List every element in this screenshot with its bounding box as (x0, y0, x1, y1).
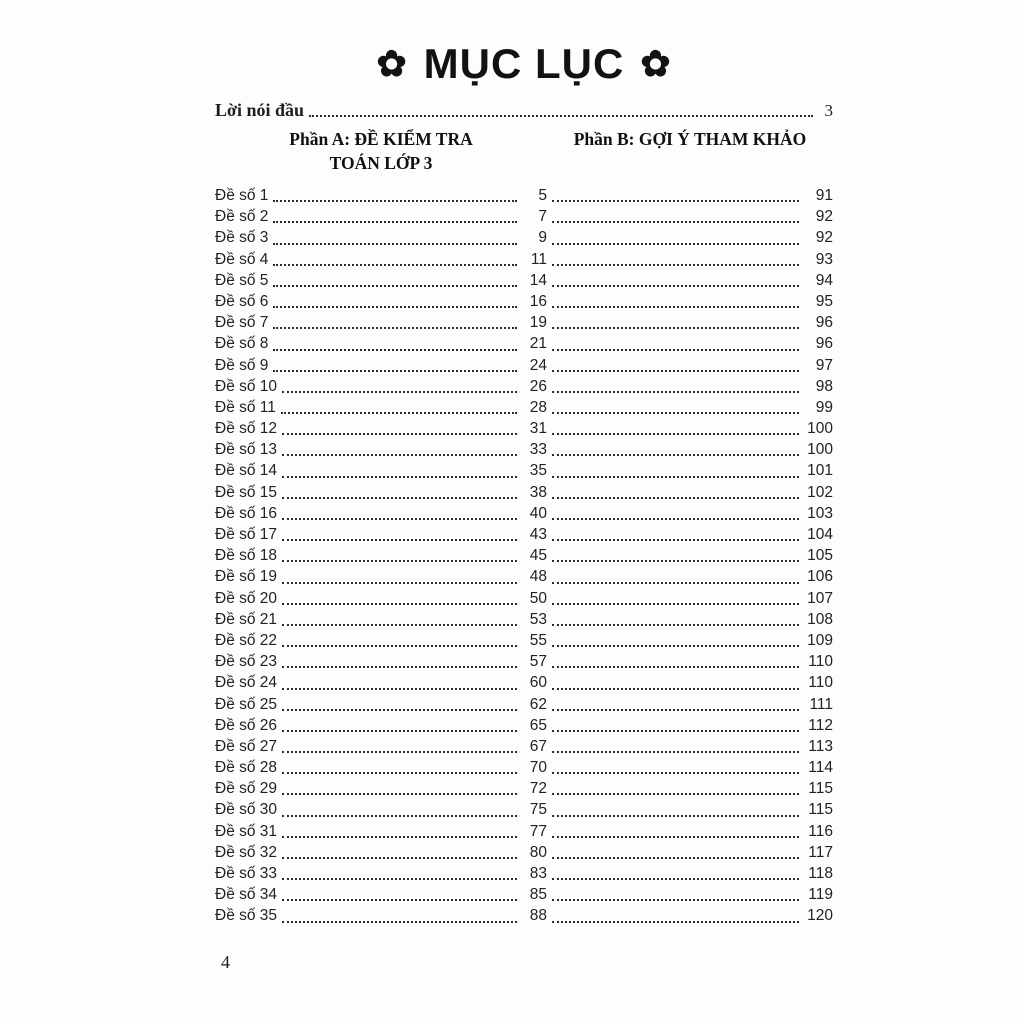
toc-row-part-a (215, 736, 547, 757)
entry-page-a: 83 (529, 865, 547, 882)
toc-row-part-b (547, 672, 833, 693)
toc-row (215, 799, 833, 820)
toc-row-part-b (547, 694, 833, 715)
entry-label: Đề số 30 (215, 801, 278, 819)
entry-page-b: 120 (807, 907, 833, 925)
entry-label: Đề số 2 (215, 208, 269, 226)
entry-label: Đề số 13 (215, 441, 278, 459)
entry-page-b: 115 (808, 780, 833, 798)
dot-leader (282, 857, 517, 859)
toc-row (215, 418, 833, 439)
entry-label: Đề số 6 (215, 292, 269, 310)
toc-row-part-b (547, 376, 833, 397)
entry-label: Đề số 15 (215, 483, 278, 501)
toc-row-part-b (547, 460, 833, 481)
entry-page-b: 102 (807, 483, 833, 501)
dot-leader (552, 200, 799, 202)
entry-page-a: 31 (529, 420, 547, 438)
entry-label: Đề số 26 (215, 716, 278, 734)
toc-row (215, 842, 833, 863)
dot-leader (282, 921, 517, 923)
dot-leader (282, 793, 517, 795)
toc-row-part-b (547, 524, 833, 545)
entry-page-b: 91 (815, 187, 833, 204)
entry-page-a: 38 (529, 483, 547, 501)
footer-page-number: 4 (221, 952, 230, 972)
dot-leader (552, 751, 799, 753)
entry-page-a: 11 (530, 250, 547, 268)
entry-page-a: 7 (538, 208, 547, 226)
dot-leader (552, 582, 799, 584)
dot-leader (273, 327, 517, 329)
intro-label: Lời nói đầu (215, 100, 305, 120)
toc-row (215, 206, 833, 227)
toc-row-part-b (547, 249, 833, 270)
dot-leader (552, 772, 799, 774)
toc-row-part-b (547, 355, 833, 376)
dot-leader (282, 539, 517, 541)
toc-row (215, 524, 833, 545)
toc-row-part-a (215, 609, 547, 630)
entry-page-b: 92 (815, 229, 833, 247)
dot-leader (552, 391, 799, 393)
dot-leader (282, 497, 517, 499)
entry-label: Đề số 20 (215, 589, 278, 607)
entry-page-a: 24 (529, 356, 547, 374)
toc-row (215, 482, 833, 503)
toc-row (215, 312, 833, 333)
toc-row (215, 397, 833, 418)
dot-leader (281, 412, 517, 414)
dot-leader (552, 349, 799, 351)
dot-leader (282, 815, 517, 817)
toc-row-part-a (215, 249, 547, 270)
toc-row-part-b (547, 821, 833, 842)
dot-leader (282, 772, 517, 774)
flower-icon-right: ✿ (640, 43, 672, 84)
toc-row-part-b (547, 651, 833, 672)
toc-row-part-a (215, 545, 547, 566)
toc-row (215, 545, 833, 566)
dot-leader (282, 624, 517, 626)
toc-row (215, 905, 833, 926)
entry-page-a: 53 (529, 610, 547, 628)
entry-page-b: 110 (808, 674, 833, 692)
toc-content (215, 0, 833, 927)
toc-row (215, 227, 833, 248)
entry-page-a: 26 (529, 377, 547, 395)
toc-row-part-a (215, 799, 547, 820)
part-b-heading: Phần B: GỢI Ý THAM KHẢO (573, 129, 807, 149)
dot-leader (552, 666, 799, 668)
entry-page-b: 104 (807, 526, 833, 543)
entry-label: Đề số 31 (215, 822, 278, 840)
entry-label: Đề số 1 (215, 187, 269, 204)
entry-page-a: 85 (529, 886, 547, 904)
dot-leader (552, 709, 799, 711)
entry-page-b: 92 (815, 208, 833, 226)
toc-row-part-b (547, 482, 833, 503)
entry-page-a: 77 (529, 822, 547, 840)
dot-leader (552, 264, 799, 266)
entry-page-a: 14 (529, 271, 547, 289)
toc-row (215, 333, 833, 354)
dot-leader (552, 243, 799, 245)
toc-row-part-b (547, 757, 833, 778)
entry-page-a: 67 (529, 737, 547, 755)
entry-page-a: 70 (529, 759, 547, 777)
entry-page-a: 28 (529, 398, 547, 416)
dot-leader (282, 391, 517, 393)
toc-row-part-a (215, 185, 547, 206)
dot-leader (273, 264, 517, 266)
entry-page-a: 50 (529, 589, 547, 607)
entry-label: Đề số 4 (215, 250, 269, 268)
toc-row-part-b (547, 842, 833, 863)
toc-row-part-b (547, 439, 833, 460)
dot-leader (552, 454, 799, 456)
toc-row-part-b (547, 291, 833, 312)
entry-page-b: 107 (807, 589, 833, 607)
toc-row (215, 439, 833, 460)
entry-page-a: 5 (538, 187, 547, 204)
dot-leader (552, 560, 799, 562)
dot-leader (282, 899, 517, 901)
toc-row-part-a (215, 566, 547, 587)
dot-leader (552, 476, 799, 478)
toc-row-part-a (215, 312, 547, 333)
toc-row-part-a (215, 439, 547, 460)
entry-page-a: 16 (529, 292, 547, 310)
dot-leader (273, 306, 517, 308)
toc-row-part-b (547, 545, 833, 566)
toc-row-part-a (215, 651, 547, 672)
entry-page-a: 88 (529, 907, 547, 925)
dot-leader (552, 603, 799, 605)
dot-leader (282, 709, 517, 711)
toc-row (215, 672, 833, 693)
dot-leader (282, 454, 517, 456)
toc-row-part-b (547, 503, 833, 524)
entry-label: Đề số 28 (215, 759, 278, 777)
toc-row-part-a (215, 694, 547, 715)
entry-page-a: 21 (529, 335, 547, 353)
toc-row-part-b (547, 609, 833, 630)
entry-page-b: 114 (808, 759, 833, 777)
dot-leader (552, 221, 799, 223)
entry-label: Đề số 16 (215, 504, 278, 522)
entry-page-b: 116 (808, 822, 833, 840)
entry-page-a: 60 (529, 674, 547, 692)
toc-row (215, 503, 833, 524)
dot-leader (552, 327, 799, 329)
entry-label: Đề số 3 (215, 229, 269, 247)
entry-page-b: 115 (808, 801, 833, 819)
entry-page-b: 97 (815, 356, 833, 374)
toc-row (215, 355, 833, 376)
dot-leader (282, 433, 517, 435)
dot-leader (552, 857, 799, 859)
toc-row (215, 270, 833, 291)
dot-leader (273, 285, 517, 287)
entry-page-a: 33 (529, 441, 547, 459)
toc-row (215, 460, 833, 481)
dot-leader (552, 497, 799, 499)
toc-row (215, 736, 833, 757)
toc-row-part-a (215, 270, 547, 291)
entry-label: Đề số 21 (215, 610, 278, 628)
toc-row (215, 185, 833, 206)
entry-label: Đề số 19 (215, 568, 278, 586)
entry-page-b: 119 (808, 886, 833, 904)
entry-page-a: 57 (529, 653, 547, 671)
entry-label: Đề số 9 (215, 356, 269, 374)
dot-leader (552, 433, 799, 435)
entry-label: Đề số 24 (215, 674, 278, 692)
entry-page-b: 96 (815, 335, 833, 353)
dot-leader (552, 899, 799, 901)
page-title (215, 40, 833, 90)
entry-label: Đề số 14 (215, 462, 278, 480)
entry-label: Đề số 35 (215, 907, 278, 925)
entry-page-b: 117 (808, 843, 833, 861)
toc-row-part-a (215, 206, 547, 227)
dot-leader (282, 518, 517, 520)
entry-label: Đề số 17 (215, 526, 278, 543)
toc-row-part-a (215, 757, 547, 778)
dot-leader (273, 370, 517, 372)
entry-label: Đề số 7 (215, 314, 269, 332)
toc-row-part-a (215, 460, 547, 481)
toc-row-part-a (215, 905, 547, 926)
dot-leader (552, 370, 799, 372)
dot-leader (282, 688, 517, 690)
entry-page-b: 111 (809, 695, 833, 713)
toc-row-part-a (215, 842, 547, 863)
toc-row-part-b (547, 863, 833, 884)
toc-row (215, 609, 833, 630)
entry-label: Đề số 34 (215, 886, 278, 904)
toc-row (215, 249, 833, 270)
dot-leader (273, 200, 517, 202)
toc-row-part-a (215, 630, 547, 651)
entry-page-b: 100 (807, 441, 833, 459)
dot-leader (282, 476, 517, 478)
toc-row-part-b (547, 397, 833, 418)
dot-leader (552, 518, 799, 520)
entry-label: Đề số 33 (215, 865, 278, 882)
toc-row (215, 778, 833, 799)
page-title-text: MỤC LỤC (423, 40, 625, 87)
dot-leader (282, 730, 517, 732)
dot-leader (282, 751, 517, 753)
entry-label: Đề số 23 (215, 653, 278, 671)
entry-label: Đề số 32 (215, 843, 278, 861)
entry-label: Đề số 27 (215, 737, 278, 755)
toc-row-part-b (547, 736, 833, 757)
dot-leader (282, 645, 517, 647)
entry-label: Đề số 10 (215, 377, 278, 395)
entry-label: Đề số 25 (215, 695, 278, 713)
entry-page-a: 45 (529, 547, 547, 565)
toc-row-part-a (215, 672, 547, 693)
dot-leader (282, 666, 517, 668)
entry-page-a: 80 (529, 843, 547, 861)
entry-page-a: 48 (529, 568, 547, 586)
entry-page-a: 62 (529, 695, 547, 713)
entry-page-b: 112 (808, 716, 833, 734)
toc-row-part-a (215, 503, 547, 524)
toc-row (215, 376, 833, 397)
dot-leader (282, 836, 517, 838)
entry-page-b: 101 (807, 462, 833, 480)
entry-label: Đề số 29 (215, 780, 278, 798)
dot-leader (552, 412, 799, 414)
entry-label: Đề số 8 (215, 335, 269, 353)
dot-leader (273, 221, 517, 223)
entry-page-b: 95 (815, 292, 833, 310)
toc-row-part-b (547, 715, 833, 736)
part-a-heading-line2: TOÁN LỚP 3 (329, 153, 433, 173)
dot-leader (282, 582, 517, 584)
dot-leader (282, 603, 517, 605)
toc-row-part-b (547, 778, 833, 799)
toc-row-part-b (547, 418, 833, 439)
entry-page-b: 105 (807, 547, 833, 565)
toc-row-part-b (547, 905, 833, 926)
toc-row-part-a (215, 291, 547, 312)
flower-icon-left: ✿ (376, 43, 408, 84)
toc-row-part-b (547, 312, 833, 333)
toc-row-part-a (215, 418, 547, 439)
dot-leader (552, 815, 799, 817)
toc-row-part-a (215, 482, 547, 503)
entry-label: Đề số 12 (215, 420, 278, 438)
entry-page-a: 72 (529, 780, 547, 798)
entry-page-b: 93 (815, 250, 833, 268)
part-a-heading-line1: Phần A: ĐỀ KIỂM TRA (289, 129, 473, 149)
toc-row (215, 821, 833, 842)
toc-row (215, 588, 833, 609)
entry-label: Đề số 22 (215, 631, 278, 649)
entry-page-b: 118 (808, 865, 833, 882)
toc-row-part-a (215, 821, 547, 842)
dot-leader (552, 836, 799, 838)
toc-row-part-b (547, 227, 833, 248)
dot-leader (273, 349, 517, 351)
toc-row (215, 715, 833, 736)
toc-row (215, 863, 833, 884)
entry-page-b: 110 (808, 653, 833, 671)
toc-row-part-b (547, 884, 833, 905)
toc-row-part-b (547, 566, 833, 587)
entry-page-b: 113 (808, 737, 833, 755)
toc-row-part-a (215, 227, 547, 248)
entry-page-b: 99 (815, 398, 833, 416)
toc-entries (215, 185, 833, 927)
toc-row (215, 630, 833, 651)
toc-row-part-a (215, 778, 547, 799)
entry-page-b: 103 (807, 504, 833, 522)
dot-leader (552, 688, 799, 690)
entry-label: Đề số 18 (215, 547, 278, 565)
entry-page-b: 96 (815, 314, 833, 332)
toc-row-part-a (215, 715, 547, 736)
entry-page-a: 65 (529, 716, 547, 734)
entry-page-b: 108 (807, 610, 833, 628)
section-headers (215, 127, 833, 175)
toc-row-part-a (215, 863, 547, 884)
dot-leader (309, 115, 813, 117)
toc-row (215, 566, 833, 587)
dot-leader (282, 560, 517, 562)
toc-row-part-a (215, 355, 547, 376)
toc-row-part-a (215, 884, 547, 905)
toc-row (215, 694, 833, 715)
entry-page-a: 43 (529, 526, 547, 543)
entry-page-b: 109 (807, 631, 833, 649)
entry-page-a: 35 (529, 462, 547, 480)
toc-row (215, 757, 833, 778)
toc-row (215, 651, 833, 672)
toc-row-part-b (547, 206, 833, 227)
dot-leader (552, 878, 799, 880)
entry-page-a: 75 (529, 801, 547, 819)
toc-row (215, 291, 833, 312)
entry-label: Đề số 11 (215, 398, 276, 416)
dot-leader (552, 306, 799, 308)
entry-page-a: 40 (529, 504, 547, 522)
dot-leader (273, 243, 517, 245)
toc-row (215, 884, 833, 905)
toc-row-part-b (547, 333, 833, 354)
intro-page-number: 3 (824, 101, 833, 120)
dot-leader (552, 285, 799, 287)
toc-row-part-a (215, 376, 547, 397)
entry-page-b: 100 (807, 420, 833, 438)
toc-row-part-b (547, 185, 833, 206)
dot-leader (552, 793, 799, 795)
toc-row-part-b (547, 799, 833, 820)
dot-leader (552, 730, 799, 732)
entry-page-b: 98 (815, 377, 833, 395)
dot-leader (552, 539, 799, 541)
entry-page-a: 55 (529, 631, 547, 649)
toc-row-part-b (547, 630, 833, 651)
entry-page-b: 94 (815, 271, 833, 289)
toc-row-part-a (215, 397, 547, 418)
entry-page-a: 19 (529, 314, 547, 332)
entry-label: Đề số 5 (215, 271, 269, 289)
toc-row-part-a (215, 333, 547, 354)
toc-row-part-a (215, 588, 547, 609)
intro-row (215, 99, 833, 122)
part-a-heading (215, 127, 547, 175)
toc-row-part-b (547, 270, 833, 291)
entry-page-a: 9 (538, 229, 547, 247)
entry-page-b: 106 (807, 568, 833, 586)
dot-leader (552, 624, 799, 626)
dot-leader (552, 645, 799, 647)
dot-leader (552, 921, 799, 923)
toc-row-part-a (215, 524, 547, 545)
dot-leader (282, 878, 517, 880)
toc-row-part-b (547, 588, 833, 609)
